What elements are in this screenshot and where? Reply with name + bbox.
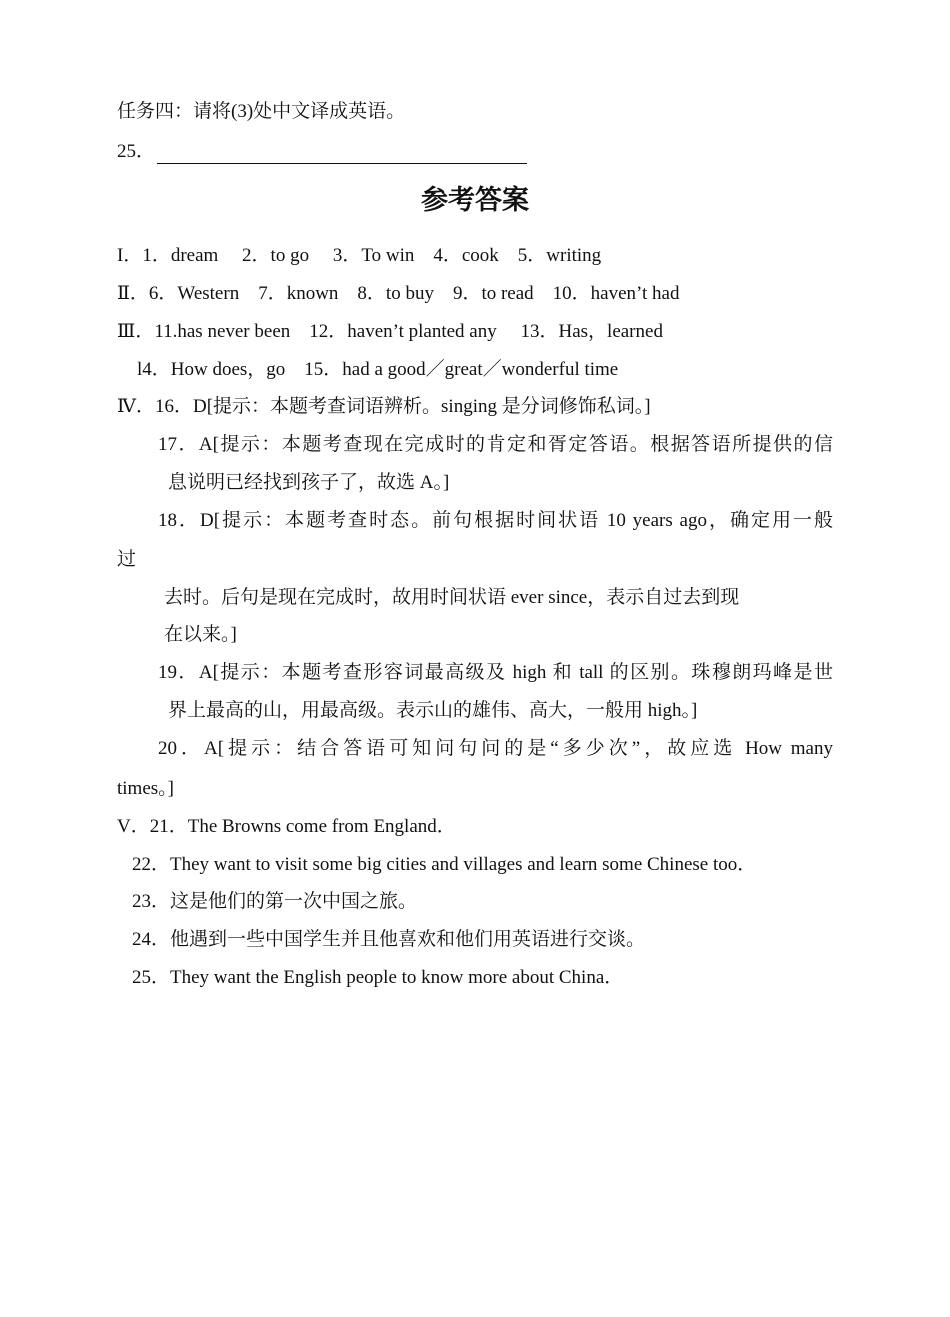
answer-18-line1: 18．D[提示：本题考查时态。前句根据时间状语 10 years ago，确定用一般 (158, 510, 833, 531)
answer-18-line3: 去时。后句是现在完成时，故用时间状语 ever since，表示自过去到现 (164, 587, 740, 608)
answers-title: 参考答案 (421, 185, 529, 216)
answer-20-line1: 20．A[提示：结合答语可知问句问的是“多少次”，故应选 How many (158, 738, 833, 759)
answer-20-line2: times。] (117, 778, 174, 799)
answer-blank-line[interactable] (157, 145, 527, 164)
answer-19-line2: 界上最高的山，用最高级。表示山的雄伟、高大，一般用 high。] (168, 700, 698, 721)
item-number: 25． (117, 141, 156, 162)
answer-21: V．21．The Browns come from England． (117, 816, 456, 837)
answer-22: 22．They want to visit some big cities and villages and learn some Chinese too． (132, 854, 757, 875)
answer-17-line1: 17．A[提示：本题考查现在完成时的肯定和胥定答语。根据答语所提供的信 (158, 434, 833, 455)
task-instruction: 任务四：请将(3)处中文译成英语。 (117, 101, 406, 122)
section-3-answers-line1: Ⅲ．11.has never been 12．haven’t planted any 13．Has，learned (117, 321, 663, 342)
answer-17-line2: 息说明已经找到孩子了，故选 A。] (168, 472, 450, 493)
answer-18-line4: 在以来。] (164, 624, 237, 645)
section-1-answers: I．1．dream 2．to go 3．To win 4．cook 5．writing (117, 245, 602, 266)
answer-blank-25 (117, 140, 527, 164)
answer-24: 24．他遇到一些中国学生并且他喜欢和他们用英语进行交谈。 (132, 929, 646, 950)
answer-23: 23．这是他们的第一次中国之旅。 (132, 891, 418, 912)
answer-18-line2: 过 (117, 549, 137, 570)
answer-19-line1: 19．A[提示：本题考查形容词最高级及 high 和 tall 的区别。珠穆朗玛峰是世 (158, 662, 833, 683)
section-2-answers: Ⅱ．6．Western 7．known 8．to buy 9．to read 10．haven’t had (117, 283, 680, 304)
answer-25: 25．They want the English people to know more about China． (132, 967, 624, 988)
answer-16: Ⅳ．16．D[提示：本题考查词语辨析。singing 是分词修饰私词。] (117, 396, 651, 417)
section-3-answers-line2: l4．How does，go 15．had a good／great／wonderful time (137, 359, 619, 380)
